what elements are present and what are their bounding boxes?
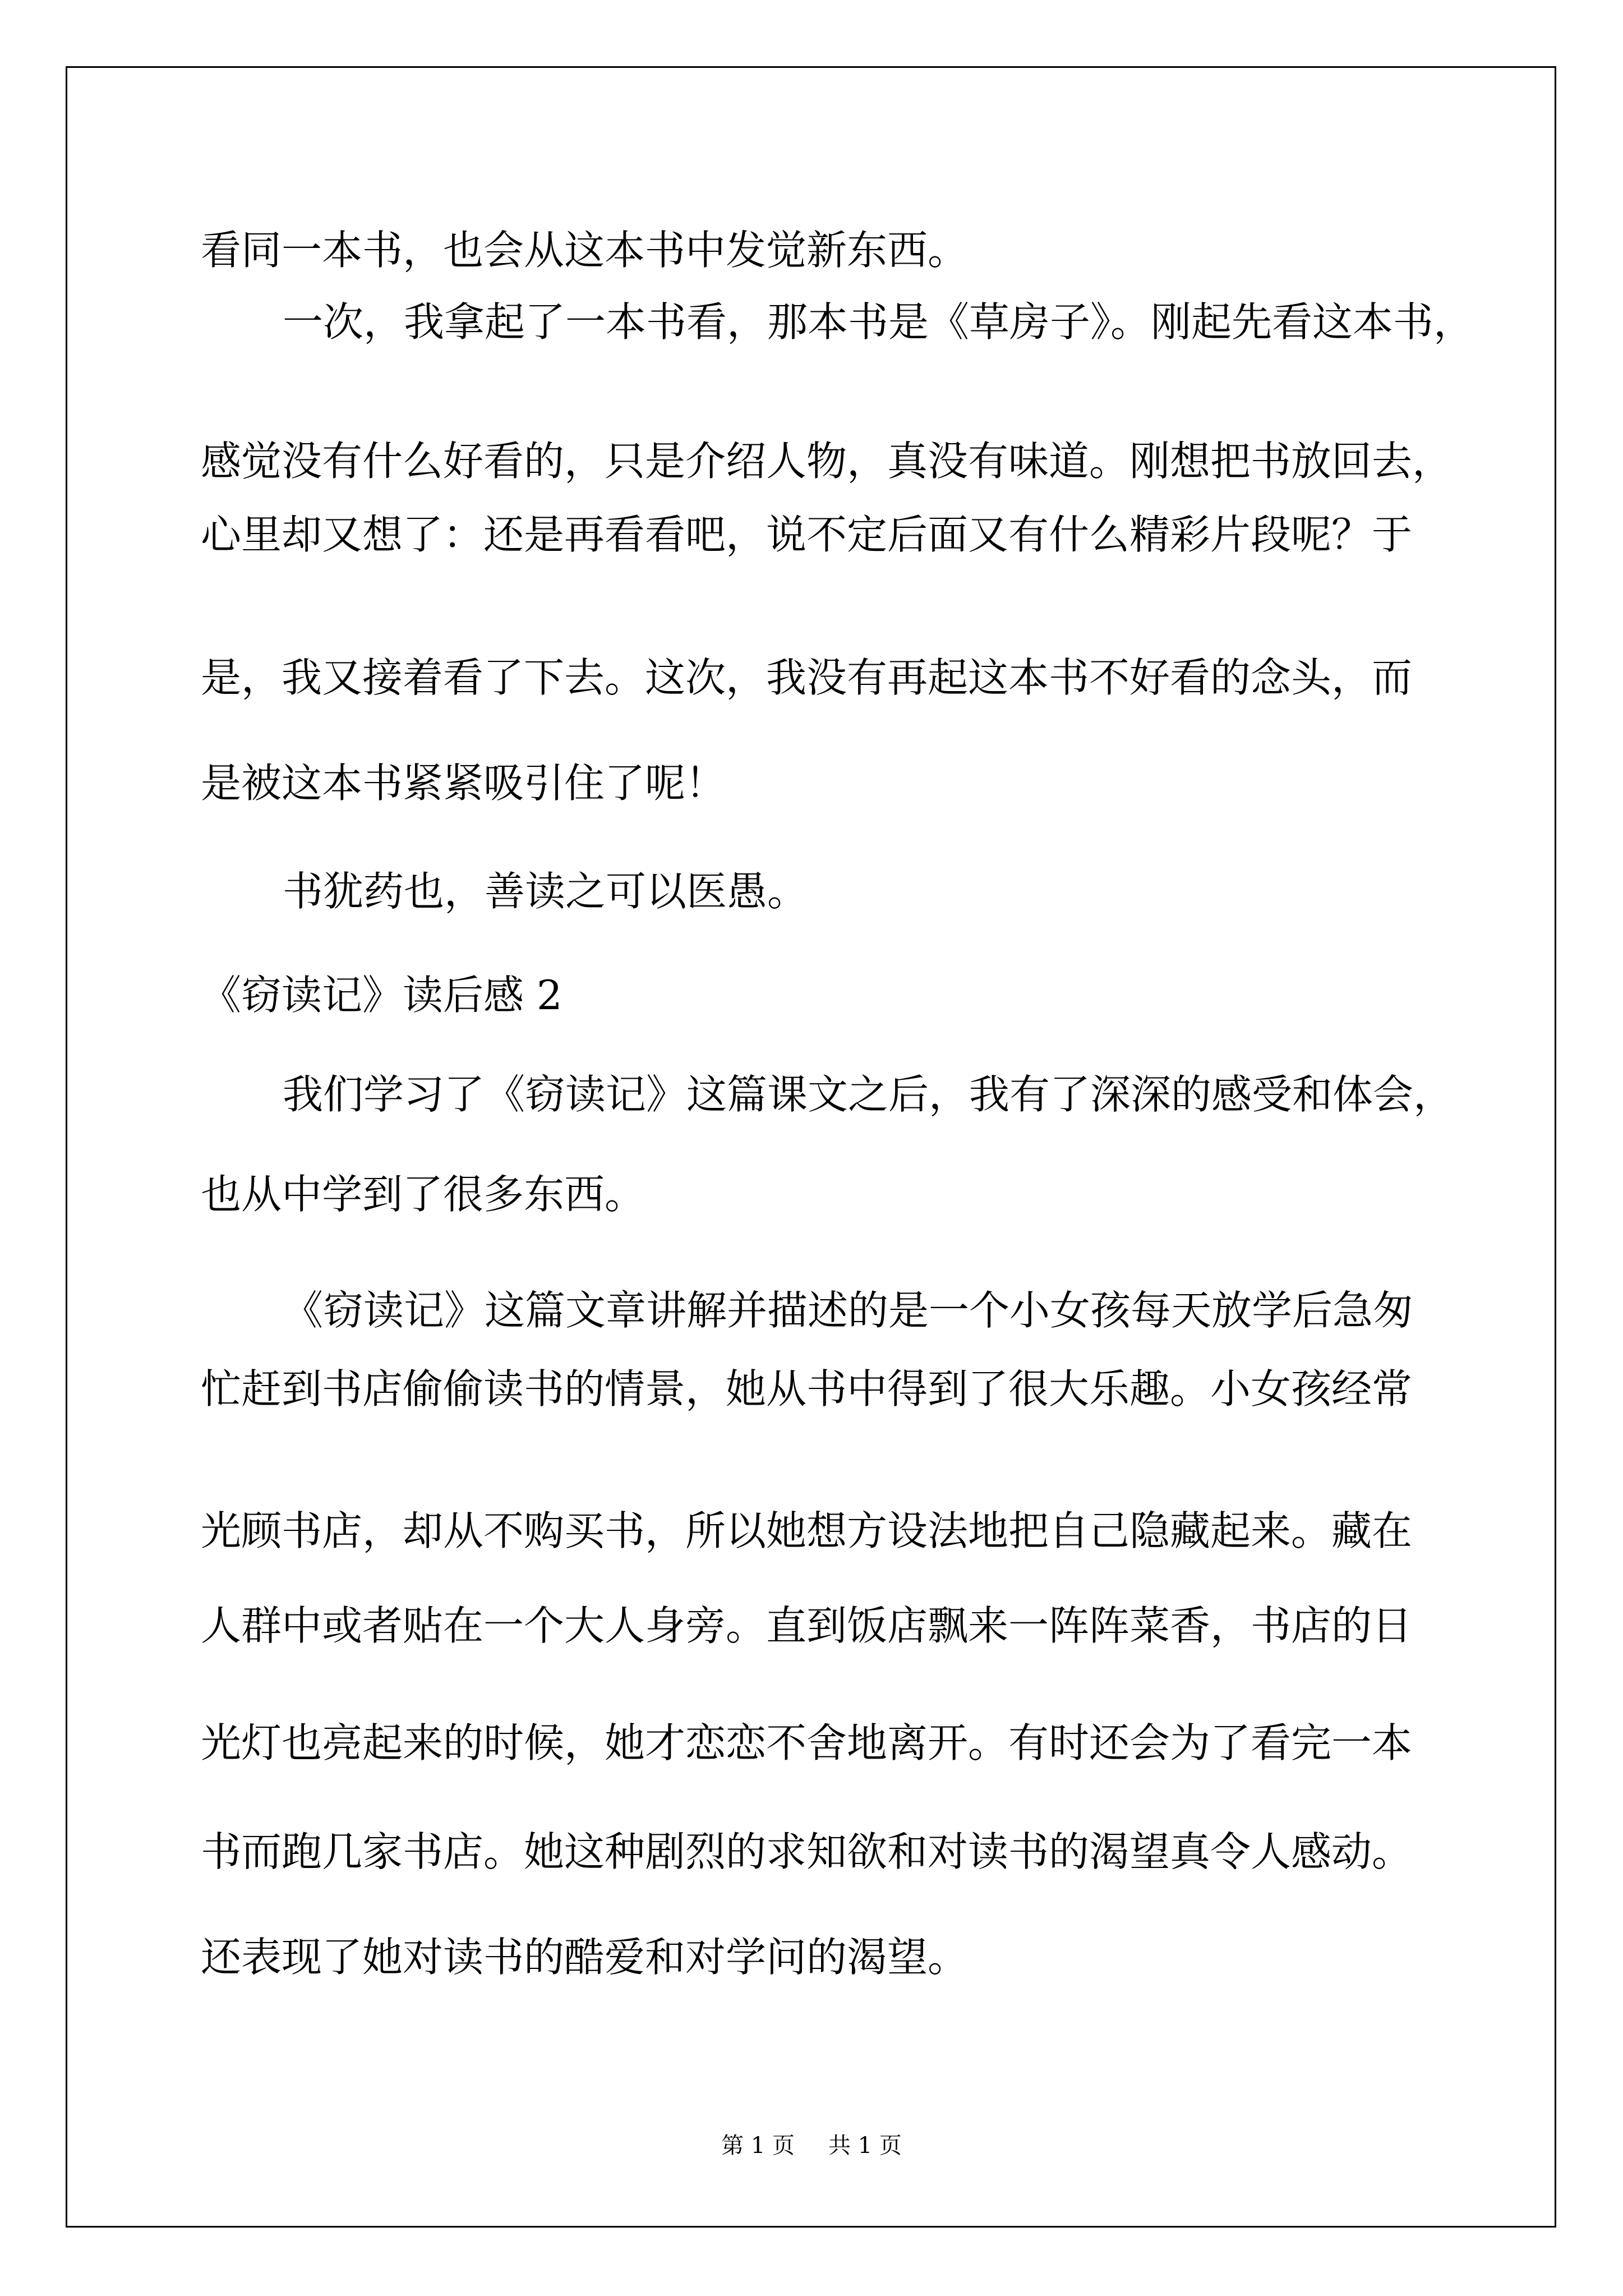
text-line: 书犹药也，善读之可以医愚。 bbox=[283, 868, 808, 915]
text-line: 光灯也亮起来的时候，她才恋恋不舍地离开。有时还会为了看完一本 bbox=[201, 1719, 1413, 1766]
text-line: 是被这本书紧紧吸引住了呢！ bbox=[201, 760, 726, 807]
section-heading: 《窃读记》读后感 2 bbox=[201, 972, 562, 1019]
page-number: 第 1 页 bbox=[721, 2133, 795, 2159]
page-footer bbox=[0, 2134, 1623, 2157]
text-line: 人群中或者贴在一个大人身旁。直到饭店飘来一阵阵菜香，书店的日 bbox=[201, 1602, 1413, 1649]
text-line: 我们学习了《窃读记》这篇课文之后，我有了深深的感受和体会， bbox=[283, 1071, 1454, 1118]
text-line: 一次，我拿起了一本书看，那本书是《草房子》。刚起先看这本书， bbox=[283, 298, 1474, 346]
text-line: 是，我又接着看了下去。这次，我没有再起这本书不好看的念头，而 bbox=[201, 654, 1413, 701]
text-line: 忙赶到书店偷偷读书的情景，她从书中得到了很大乐趣。小女孩经常 bbox=[201, 1365, 1413, 1412]
text-line: 感觉没有什么好看的，只是介绍人物，真没有味道。刚想把书放回去， bbox=[201, 438, 1453, 485]
text-line: 心里却又想了：还是再看看吧，说不定后面又有什么精彩片段呢？于 bbox=[201, 511, 1413, 558]
text-line: 光顾书店，却从不购买书，所以她想方设法地把自己隐藏起来。藏在 bbox=[201, 1507, 1413, 1554]
text-line: 看同一本书，也会从这本书中发觉新东西。 bbox=[201, 227, 969, 274]
page-total: 共 1 页 bbox=[828, 2133, 902, 2159]
text-line: 书而跑几家书店。她这种剧烈的求知欲和对读书的渴望真令人感动。 bbox=[201, 1828, 1413, 1875]
page-border bbox=[66, 66, 1556, 2228]
text-line: 《窃读记》这篇文章讲解并描述的是一个小女孩每天放学后急匆 bbox=[283, 1287, 1414, 1334]
text-line: 也从中学到了很多东西。 bbox=[201, 1171, 645, 1218]
text-line: 还表现了她对读书的酷爱和对学问的渴望。 bbox=[201, 1934, 969, 1981]
